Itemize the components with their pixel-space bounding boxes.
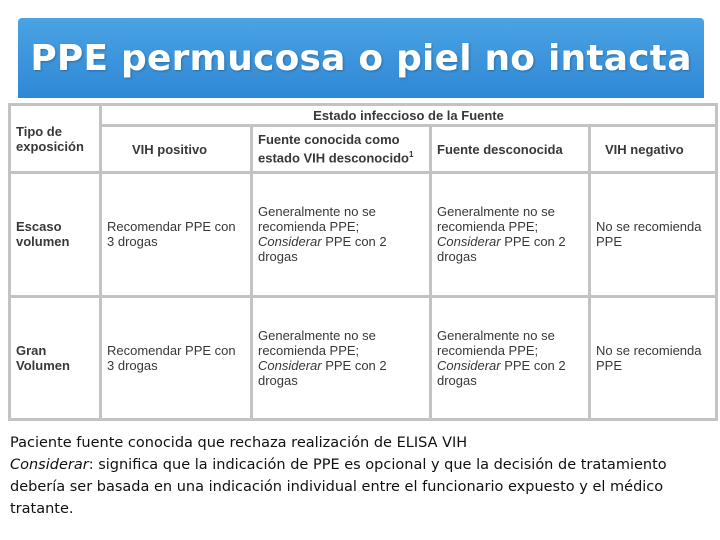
cell-estado-desconocido bbox=[253, 298, 429, 419]
note-line-2 bbox=[10, 454, 710, 520]
cell-vih-positivo: Recomendar PPE con 3 drogas bbox=[102, 298, 250, 419]
cell-text: Generalmente no se recomienda PPE; bbox=[437, 327, 555, 358]
title-banner bbox=[18, 18, 704, 98]
cell-text: Generalmente no se recomienda PPE; bbox=[258, 327, 376, 358]
ppe-table-container bbox=[8, 103, 718, 421]
cell-emphasis: Considerar bbox=[437, 357, 501, 373]
note-definition: : significa que la indicación de PPE es opcional y que la decisión de tratamiento debería ser basada en una indicación individual entre el funcionario expuesto y el médico tratante. bbox=[10, 457, 667, 517]
table-row bbox=[11, 174, 715, 295]
cell-vih-positivo: Recomendar PPE con 3 drogas bbox=[102, 174, 250, 295]
cell-text: PPE con 2 drogas bbox=[437, 234, 566, 265]
cell-vih-negativo: No se recomienda PPE bbox=[591, 174, 715, 295]
ppe-table bbox=[8, 103, 718, 421]
cell-emphasis: Considerar bbox=[437, 234, 501, 250]
group-header: Estado infeccioso de la Fuente bbox=[102, 106, 715, 124]
col-header-estado-desconocido bbox=[253, 127, 429, 171]
cell-emphasis: Considerar bbox=[258, 357, 322, 373]
col-header-vih-negativo: VIH negativo bbox=[591, 127, 715, 171]
cell-text: Generalmente no se recomienda PPE; bbox=[258, 204, 376, 235]
note-emphasis: Considerar bbox=[10, 457, 89, 473]
row-label: Escaso volumen bbox=[11, 174, 99, 295]
corner-header: Tipo de exposición bbox=[11, 106, 99, 171]
note-line-1: Paciente fuente conocida que rechaza realización de ELISA VIH bbox=[10, 435, 468, 451]
cell-fuente-desconocida bbox=[432, 298, 588, 419]
col-header-fuente-desconocida: Fuente desconocida bbox=[432, 127, 588, 171]
cell-text: PPE con 2 drogas bbox=[258, 357, 387, 388]
notes-section bbox=[10, 432, 710, 520]
cell-vih-negativo: No se recomienda PPE bbox=[591, 298, 715, 419]
cell-text: PPE con 2 drogas bbox=[437, 357, 566, 388]
cell-text: PPE con 2 drogas bbox=[258, 234, 387, 265]
col-header-vih-positivo: VIH positivo bbox=[102, 127, 250, 171]
cell-fuente-desconocida bbox=[432, 174, 588, 295]
table-row bbox=[11, 298, 715, 419]
slide-title: PPE permucosa o piel no intacta bbox=[30, 37, 692, 79]
cell-estado-desconocido bbox=[253, 174, 429, 295]
footnote-marker: 1 bbox=[408, 150, 414, 160]
row-label: Gran Volumen bbox=[11, 298, 99, 419]
cell-text: Generalmente no se recomienda PPE; bbox=[437, 204, 555, 235]
col-header-estado-desconocido-text: Fuente conocida como estado VIH desconocido bbox=[258, 132, 409, 166]
cell-emphasis: Considerar bbox=[258, 234, 322, 250]
